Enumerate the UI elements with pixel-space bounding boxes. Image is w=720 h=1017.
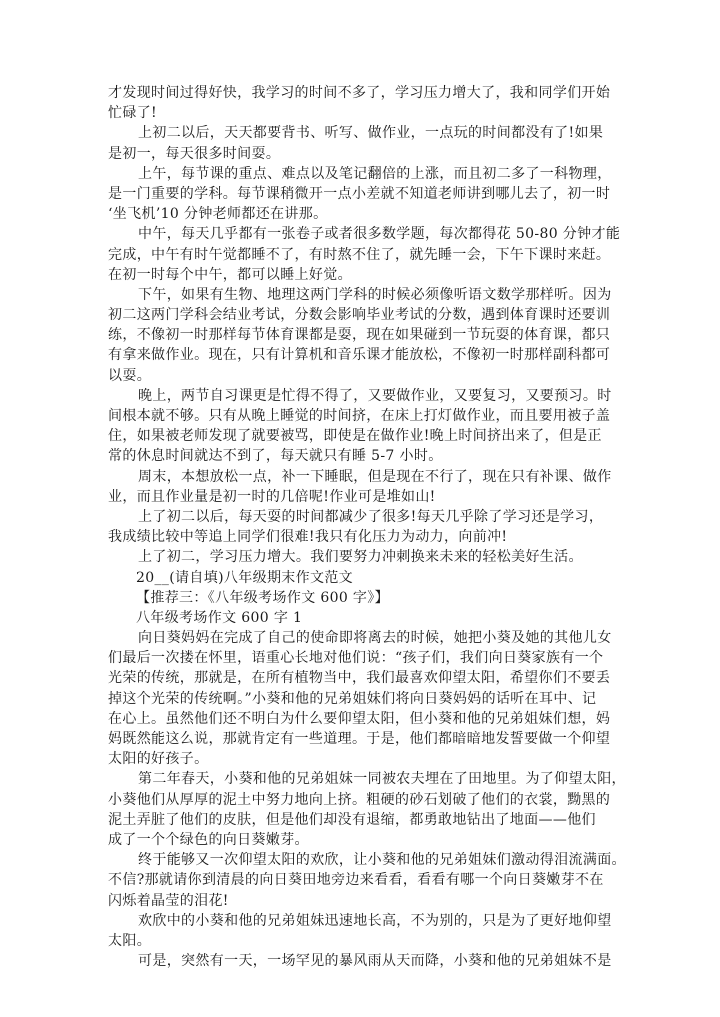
text-line: 练，不像初一时那样每节体育课都是耍，现在如果碰到一节玩耍的体育课，都只	[108, 327, 611, 344]
text-line: 初二这两门学科会结业考试，分数会影响毕业考试的分数，遇到体育课时还要训	[108, 307, 611, 324]
document-page	[108, 83, 626, 971]
text-line: 有拿来做作业。现在，只有计算机和音乐课才能放松，不像初一时那样副科都可	[108, 347, 611, 364]
text-line: 上午，每节课的重点、难点以及笔记翻倍的上涨，而且初二多了一科物理，	[138, 165, 612, 182]
text-line: 终于能够又一次仰望太阳的欢欣，让小葵和他的兄弟姐妹们激动得泪流满面。	[138, 852, 626, 869]
text-line: 闪烁着晶莹的泪花!	[108, 892, 229, 909]
text-line: 泥土弄脏了他们的皮肤，但是他们却没有退缩，都勇敢地钻出了地面——他们	[108, 811, 596, 828]
text-line: 以耍。	[108, 367, 152, 384]
text-line: 在初一时每个中午，都可以睡上好觉。	[108, 266, 352, 283]
text-line: 们最后一次搂在怀里，语重心长地对他们说：“孩子们，我们向日葵家族有一个	[108, 650, 604, 667]
text-line: 第二年春天，小葵和他的兄弟姐妹一同被农夫埋在了田地里。为了仰望太阳，	[138, 771, 626, 788]
text-line: 【推荐三：《八年级考场作文 600 字》】	[136, 589, 389, 606]
text-line: 向日葵妈妈在完成了自己的使命即将离去的时候，她把小葵及她的其他儿女	[138, 630, 612, 647]
text-line: 上初二以后，天天都要背书、听写、做作业，一点玩的时间都没有了!如果	[138, 125, 604, 142]
text-line: 常的休息时间就达不到了，每天就只有睡 5-7 小时。	[108, 448, 443, 465]
text-line: 是一门重要的学科。每节课稍微开一点小差就不知道老师讲到哪儿去了，初一时	[108, 185, 611, 202]
text-line: ‘坐飞机’10 分钟老师都还在讲那。	[108, 206, 328, 223]
text-line: 是初一，每天很多时间耍。	[108, 145, 281, 162]
text-line: 上了初二，学习压力增大。我们要努力冲刺换来未来的轻松美好生活。	[138, 549, 583, 566]
text-line: 我成绩比较中等追上同学们很难!我只有化压力为动力，向前冲!	[108, 529, 508, 546]
text-line: 八年级考场作文 600 字 1	[136, 609, 303, 626]
text-line: 太阳的好孩子。	[108, 751, 209, 768]
text-line: 20__(请自填)八年级期末作文范文	[136, 569, 354, 586]
text-line: 住，如果被老师发现了就要被骂，即使是在做作业!晚上时间挤出来了，但是正	[108, 428, 602, 445]
text-line: 中午，每天几乎都有一张卷子或者很多数学题，每次都得花 50-80 分钟才能	[138, 226, 621, 243]
text-line: 周末，本想放松一点，补一下睡眠，但是现在不行了，现在只有补课、做作	[138, 468, 612, 485]
text-line: 忙碌了!	[108, 105, 158, 122]
text-line: 妈既然能这么说，那就肯定有一些道理。于是，他们都暗暗地发誓要做一个仰望	[108, 731, 611, 747]
text-line: 下午，如果有生物、地理这两门学科的时候必须像听语文数学那样听。因为	[138, 286, 612, 303]
text-line: 欢欣中的小葵和他的兄弟姐妹迅速地长高，不为别的，只是为了更好地仰望	[138, 912, 612, 929]
text-line: 完成，中午有时午觉都睡不了，有时熬不住了，就先睡一会，下午下课时来赶。	[108, 246, 611, 263]
text-line: 太阳。	[108, 932, 152, 949]
text-line: 成了一个个绿色的向日葵嫩芽。	[108, 831, 309, 848]
text-line: 晚上，两节自习课更是忙得不得了，又要做作业，又要复习，又要预习。时	[138, 387, 612, 404]
text-line: 光荣的传统，那就是，在所有植物当中，我们最喜欢仰望太阳，希望你们不要丢	[108, 670, 611, 687]
text-line: 间根本就不够。只有从晚上睡觉的时间挤，在床上打灯做作业，而且要用被子盖	[108, 408, 611, 424]
text-line: 小葵他们从厚厚的泥土中努力地向上挤。粗硬的砂石划破了他们的衣裳，黝黑的	[108, 791, 611, 808]
text-line: 掉这个光荣的传统啊。”小葵和他的兄弟姐妹们将向日葵妈妈的话听在耳中、记	[108, 690, 597, 707]
text-line: 在心上。虽然他们还不明白为什么要仰望太阳，但小葵和他的兄弟姐妹们想，妈	[108, 710, 611, 727]
text-line: 可是，突然有一天，一场罕见的暴风雨从天而降，小葵和他的兄弟姐妹不是	[138, 953, 612, 970]
text-line: 业，而且作业量是初一时的几倍呢!作业可是堆如山!	[108, 488, 436, 505]
text-line: 上了初二以后，每天耍的时间都减少了很多!每天几乎除了学习还是学习，	[138, 508, 604, 525]
text-line: 不信?那就请你到清晨的向日葵田地旁边来看看，看看有哪一个向日葵嫩芽不在	[108, 872, 604, 889]
text-line: 才发现时间过得好快，我学习的时间不多了，学习压力增大了，我和同学们开始	[108, 85, 611, 101]
